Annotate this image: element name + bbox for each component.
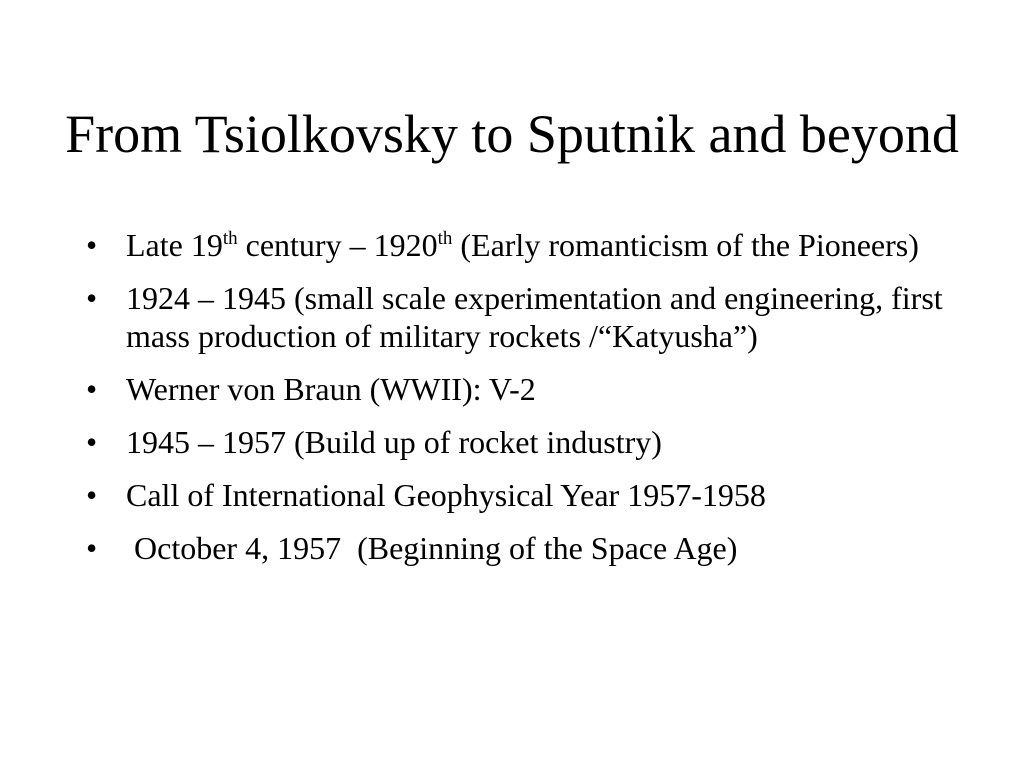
bullet-text-4: 1945 – 1957 (Build up of rocket industry) [126,424,662,460]
bullet-text-6: October 4, 1957 (Beginning of the Space Age) [126,530,738,566]
bullet-text-1b: century – 1920 [237,227,438,263]
bullet-text-2: 1924 – 1945 (small scale experimentation and engineering, first mass production of military rockets /“Katyusha”) [126,280,943,354]
bullet-text-1a: Late 19 [126,227,223,263]
bullet-list [86,226,946,582]
bullet-text-5: Call of International Geophysical Year 1957-1958 [126,477,766,513]
bullet-point-icon: • [86,280,98,316]
bullet-point-icon: • [86,530,98,566]
bullet-item-3 [86,370,946,408]
bullet-item-5 [86,476,946,514]
superscript-th: th [222,228,238,249]
bullet-point-icon: • [86,424,98,460]
bullet-text-1c: (Early romanticism of the Pioneers) [452,227,919,263]
bullet-item-6 [86,529,946,567]
bullet-item-2 [86,279,946,355]
bullet-text-3: Werner von Braun (WWII): V-2 [126,371,536,407]
bullet-point-icon: • [86,227,98,263]
bullet-item-4 [86,423,946,461]
slide-title: From Tsiolkovsky to Sputnik and beyond [65,104,959,165]
bullet-point-icon: • [86,371,98,407]
superscript-th: th [437,228,453,249]
bullet-point-icon: • [86,477,98,513]
bullet-item-1 [86,226,946,264]
